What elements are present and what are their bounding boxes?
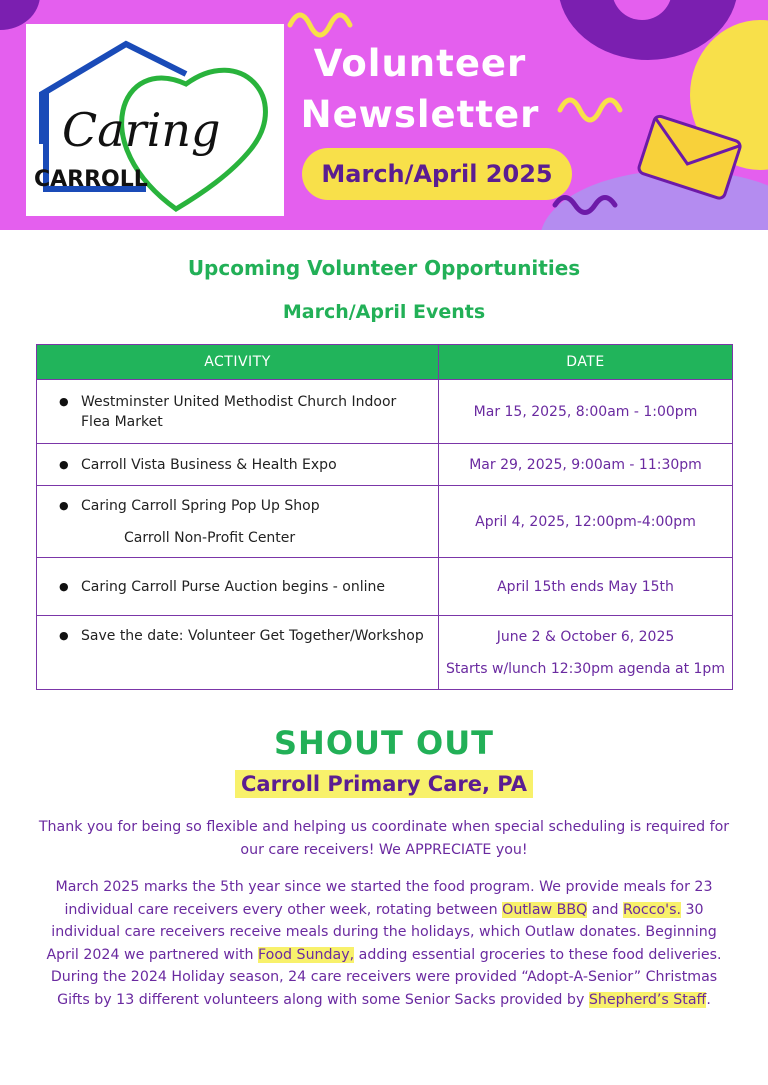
date-cell: April 15th ends May 15th bbox=[439, 558, 733, 616]
date-subtext: Starts w/lunch 12:30pm agenda at 1pm bbox=[446, 660, 725, 677]
date-cell: Mar 29, 2025, 9:00am - 11:30pm bbox=[439, 444, 733, 486]
section-subheading: March/April Events bbox=[282, 301, 486, 323]
shoutout-heading: SHOUT OUT bbox=[274, 724, 494, 762]
activity-cell bbox=[37, 486, 439, 558]
activity-text: ● Caring Carroll Spring Pop Up Shop bbox=[81, 497, 320, 514]
highlight-food-sunday: Food Sunday, bbox=[258, 946, 355, 963]
activity-cell: ● Westminster United Methodist Church Indoor Flea Market bbox=[37, 380, 439, 444]
food-program-paragraph bbox=[34, 876, 734, 1011]
highlight-shepherds-staff: Shepherd’s Staff bbox=[588, 991, 707, 1008]
date-cell bbox=[439, 616, 733, 690]
date-pill: March/April 2025 bbox=[302, 148, 572, 200]
highlight-outlaw-bbq: Outlaw BBQ bbox=[502, 901, 588, 918]
table-row bbox=[37, 380, 733, 444]
table-row bbox=[37, 616, 733, 690]
para-text: 30 individual care receivers receive meals during the holidays, which Outlaw donates. Beginning April 2024 we partnered with bbox=[46, 901, 717, 963]
activity-cell: ● Caring Carroll Purse Auction begins - online bbox=[37, 558, 439, 616]
highlight-roccos: Rocco's. bbox=[623, 901, 681, 918]
para-text: March 2025 marks the 5th year since we started the food program. We provide meals for 23 individual care receivers every other week, rotating between bbox=[55, 879, 713, 918]
para-text: and bbox=[587, 901, 623, 918]
title-line-1: Volunteer bbox=[313, 42, 527, 85]
header-date: DATE bbox=[439, 345, 733, 380]
section-heading: Upcoming Volunteer Opportunities bbox=[187, 256, 581, 280]
newsletter-header bbox=[0, 0, 768, 230]
thanks-paragraph: Thank you for being so flexible and helping us coordinate when special scheduling is required for our care receivers! We APPRECIATE you! bbox=[38, 819, 730, 858]
events-table bbox=[36, 344, 733, 690]
table-row bbox=[37, 558, 733, 616]
title-line-2: Newsletter bbox=[300, 93, 540, 136]
activity-cell: ● Carroll Vista Business & Health Expo bbox=[37, 444, 439, 486]
logo-word: Caring bbox=[62, 103, 221, 157]
shoutout-name: Carroll Primary Care, PA bbox=[235, 770, 533, 798]
activity-subtext: Carroll Non-Profit Center bbox=[124, 529, 296, 546]
shoutout-name-wrap bbox=[0, 770, 768, 798]
date-cell: Mar 15, 2025, 8:00am - 1:00pm bbox=[439, 380, 733, 444]
para-text: . bbox=[706, 991, 711, 1008]
table-row bbox=[37, 486, 733, 558]
date-text: June 2 & October 6, 2025 bbox=[496, 628, 675, 645]
caring-carroll-logo bbox=[26, 24, 284, 216]
activity-cell: ● Save the date: Volunteer Get Together/Workshop bbox=[37, 616, 439, 690]
house-heart-logo-icon bbox=[26, 24, 284, 216]
para-text: adding essential groceries to these food deliveries. During the 2024 Holiday season, 24 care receivers were provided “Adopt-A-Senior” Christmas Gifts by 13 different volunteers along with some Senior Sacks provided by bbox=[50, 946, 722, 1008]
table-row bbox=[37, 444, 733, 486]
date-cell: April 4, 2025, 12:00pm-4:00pm bbox=[439, 486, 733, 558]
logo-sub: CARROLL bbox=[34, 167, 148, 192]
header-activity: ACTIVITY bbox=[37, 345, 439, 380]
envelope-icon bbox=[628, 112, 748, 212]
